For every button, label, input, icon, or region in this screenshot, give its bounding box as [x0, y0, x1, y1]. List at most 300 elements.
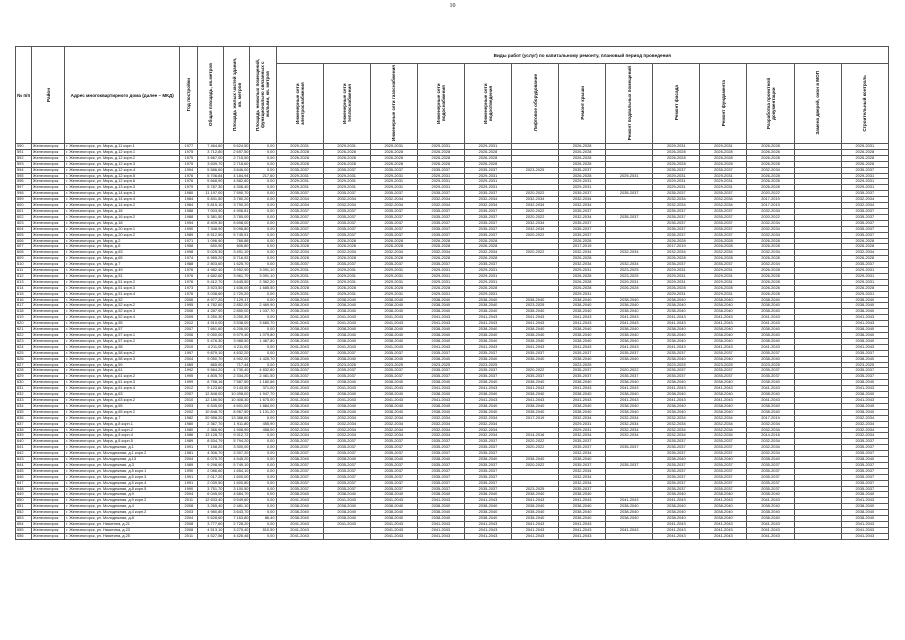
cell-nonliving-area: 0,00: [250, 468, 276, 474]
cell-work-period: 2020-2022: [511, 250, 558, 256]
cell-work-period: 2041-2043: [464, 498, 511, 504]
cell-living-area: 1 908,90: [224, 427, 250, 433]
cell-address: г. Железногорск, ул. Мира, д.52 корп.2: [65, 303, 180, 309]
cell-district: Железногорск: [32, 474, 65, 480]
cell-work-period: 2029-2031: [653, 268, 700, 274]
cell-work-period: 2038-2040: [370, 327, 417, 333]
cell-work-period: 2029-2031: [323, 144, 370, 150]
cell-year: 2006: [180, 333, 198, 339]
cell-total-area: 4 910,00: [198, 321, 224, 327]
cell-work-period: 2038-2040: [323, 409, 370, 415]
cell-address: г. Железногорск, ул. Мира, д.63 корп.2: [65, 397, 180, 403]
cell-work-period: 2041-2043: [747, 344, 794, 350]
cell-total-area: 8 977,20: [198, 297, 224, 303]
cell-work-period: 2020-2022: [747, 214, 794, 220]
cell-work-period: 2029-2031: [323, 173, 370, 179]
cell-work-period: 2035-2037: [841, 486, 888, 492]
cell-living-area: 2 718,60: [224, 161, 250, 167]
cell-work-period: 2032-2034: [747, 167, 794, 173]
cell-work-period: 2029-2031: [841, 291, 888, 297]
cell-work-period: 2041-2043: [841, 386, 888, 392]
cell-district: Железногорск: [32, 368, 65, 374]
cell-work-period: 2029-2031: [464, 268, 511, 274]
cell-work-period: 2038-2040: [323, 380, 370, 386]
cell-work-period: 2026-2028: [747, 273, 794, 279]
cell-work-period: 2035-2037: [653, 208, 700, 214]
cell-total-area: 2 367,70: [198, 421, 224, 427]
cell-num: 629: [16, 374, 32, 380]
cell-work-period: 2035-2037: [841, 462, 888, 468]
cell-address: г. Железногорск, ул. Мира, д.14 корп.3: [65, 191, 180, 197]
cell-work-period: 2038-2040: [653, 338, 700, 344]
cell-work-period: 2026-2028: [559, 285, 606, 291]
cell-work-period: 2041-2043: [511, 321, 558, 327]
cell-work-period: 2032-2034: [417, 415, 464, 421]
cell-work-period: 2041-2043: [559, 522, 606, 528]
cell-nonliving-area: 510,50: [250, 527, 276, 533]
cell-nonliving-area: 0,00: [250, 344, 276, 350]
cell-work-period: 2026-2028: [323, 161, 370, 167]
cell-work-period: 2026-2028: [464, 256, 511, 262]
cell-work-period: 2035-2037: [276, 486, 323, 492]
cell-total-area: 4 982,40: [198, 268, 224, 274]
cell-district: Железногорск: [32, 522, 65, 528]
cell-work-period: 2026-2028: [417, 256, 464, 262]
cell-work-period: 2026-2028: [370, 285, 417, 291]
cell-work-period: 2023-2025: [511, 486, 558, 492]
cell-work-period: 2032-2034: [464, 421, 511, 427]
cell-work-period: 2038-2040: [276, 409, 323, 415]
cell-work-period: 2035-2037: [417, 468, 464, 474]
cell-work-period: 2029-2031: [417, 179, 464, 185]
cell-work-period: 2026-2028: [747, 144, 794, 150]
cell-work-period: 2038-2040: [417, 510, 464, 516]
cell-work-period: 2038-2040: [511, 403, 558, 409]
cell-year: 1995: [180, 374, 198, 380]
cell-work-period: 2032-2034: [606, 421, 653, 427]
cell-district: Железногорск: [32, 220, 65, 226]
cell-num: 624: [16, 344, 32, 350]
cell-district: Железногорск: [32, 256, 65, 262]
cell-work-period: 2035-2037: [370, 445, 417, 451]
cell-work-period: 2035-2037: [559, 462, 606, 468]
cell-total-area: 3 265,40: [198, 504, 224, 510]
cell-district: Железногорск: [32, 179, 65, 185]
cell-num: 616: [16, 297, 32, 303]
cell-num: 630: [16, 380, 32, 386]
cell-work-period: 2026-2028: [700, 256, 747, 262]
cell-total-area: 20 958,20: [198, 415, 224, 421]
cell-total-area: 5 815,10: [198, 203, 224, 209]
cell-work-period: 2038-2040: [559, 338, 606, 344]
cell-year: 1995: [180, 303, 198, 309]
cell-total-area: 4 682,60: [198, 273, 224, 279]
cell-district: Железногорск: [32, 268, 65, 274]
cell-work-period: 2041-2043: [370, 386, 417, 392]
cell-address: г. Железногорск, ул. Мира, д.51 корп.3: [65, 285, 180, 291]
cell-work-period: 2032-2034: [700, 203, 747, 209]
cell-address: г. Железногорск, ул. Мира, д.12 корп.6: [65, 179, 180, 185]
cell-work-period: 2029-2031: [700, 144, 747, 150]
cell-district: Железногорск: [32, 462, 65, 468]
cell-work-period: 2035-2037: [464, 208, 511, 214]
cell-work-period: 2032-2034: [323, 250, 370, 256]
cell-work-period: 2035-2037: [653, 462, 700, 468]
cell-work-period: 2029-2031: [653, 273, 700, 279]
cell-district: Железногорск: [32, 197, 65, 203]
cell-num: 612: [16, 273, 32, 279]
cell-year: 1984: [180, 197, 198, 203]
cell-work-period: 2035-2037: [700, 208, 747, 214]
cell-work-period: 2026-2028: [417, 149, 464, 155]
cell-num: 618: [16, 309, 32, 315]
cell-num: 654: [16, 522, 32, 528]
cell-address: г. Железногорск, ул. Мира, д.61 корп.3: [65, 380, 180, 386]
cell-num: 609: [16, 256, 32, 262]
cell-work-period: 2041-2043: [747, 386, 794, 392]
cell-work-period: 2032-2034: [559, 474, 606, 480]
cell-work-period: 2029-2031: [606, 173, 653, 179]
cell-work-period: 2038-2040: [841, 516, 888, 522]
cell-work-period: 2035-2037: [370, 374, 417, 380]
cell-work-period: 2026-2028: [653, 256, 700, 262]
cell-nonliving-area: 3 091,10: [250, 273, 276, 279]
cell-work-period: 2035-2037: [841, 262, 888, 268]
cell-work-period: 2026-2028: [700, 155, 747, 161]
cell-work-period: 2038-2040: [370, 457, 417, 463]
cell-work-period: 2020-2022: [511, 191, 558, 197]
header-work-6: [559, 64, 606, 144]
cell-work-period: 2038-2040: [653, 392, 700, 398]
cell-work-period: 2038-2040: [559, 303, 606, 309]
header-num: № п/п: [16, 47, 32, 144]
cell-work-period: 2023-2025: [417, 362, 464, 368]
cell-living-area: 3 643,70: [224, 510, 250, 516]
cell-district: Железногорск: [32, 374, 65, 380]
cell-work-period: 2029-2031: [700, 279, 747, 285]
cell-district: Железногорск: [32, 167, 65, 173]
cell-work-period: 2026-2028: [747, 179, 794, 185]
cell-work-period: 2038-2040: [464, 510, 511, 516]
cell-district: Железногорск: [32, 415, 65, 421]
cell-work-period: 2035-2037: [747, 468, 794, 474]
cell-work-period: 2038-2040: [747, 356, 794, 362]
cell-work-period: 2035-2037: [700, 374, 747, 380]
cell-nonliving-area: 0,00: [250, 262, 276, 268]
cell-work-period: 2038-2040: [370, 392, 417, 398]
cell-work-period: 2038-2040: [417, 327, 464, 333]
cell-work-period: 2035-2037: [464, 368, 511, 374]
cell-work-period: 2035-2037: [653, 368, 700, 374]
cell-work-period: 2029-2031: [417, 273, 464, 279]
cell-work-period: 2038-2040: [747, 403, 794, 409]
cell-address: г. Железногорск, ул. Мира, д.58: [65, 344, 180, 350]
cell-work-period: 2032-2034: [747, 439, 794, 445]
cell-work-period: 2038-2040: [511, 392, 558, 398]
cell-work-period: 2032-2034: [559, 451, 606, 457]
cell-work-period: 2035-2037: [417, 232, 464, 238]
cell-work-period: 2041-2043: [276, 527, 323, 533]
cell-work-period: 2026-2028: [841, 256, 888, 262]
cell-living-area: 3 790,20: [224, 203, 250, 209]
cell-nonliving-area: 1 675,00: [250, 397, 276, 403]
cell-work-period: 2026-2028: [417, 238, 464, 244]
cell-work-period: 2038-2040: [700, 380, 747, 386]
cell-address: г. Железногорск, ул. Мира, д.58 корп.2: [65, 350, 180, 356]
cell-num: 621: [16, 327, 32, 333]
cell-work-period: 2035-2037: [370, 451, 417, 457]
cell-work-period: 2035-2037: [841, 468, 888, 474]
cell-work-period: 2035-2037: [417, 262, 464, 268]
cell-work-period: 2032-2034: [700, 250, 747, 256]
cell-district: Железногорск: [32, 155, 65, 161]
cell-work-period: 2041-2043: [511, 397, 558, 403]
cell-year: 1969: [180, 362, 198, 368]
cell-work-period: 2029-2031: [653, 279, 700, 285]
cell-work-period: 2038-2040: [464, 327, 511, 333]
cell-nonliving-area: 0,00: [250, 350, 276, 356]
cell-address: г. Железногорск, ул. Мира, д.65: [65, 256, 180, 262]
cell-work-period: 2035-2037: [370, 368, 417, 374]
cell-work-period: 2035-2037: [653, 374, 700, 380]
cell-living-area: 2 334,20: [224, 374, 250, 380]
cell-work-period: 2035-2037: [653, 486, 700, 492]
cell-nonliving-area: 0,00: [250, 291, 276, 297]
cell-district: Железногорск: [32, 356, 65, 362]
cell-address: г. Железногорск, ул. Мира, д.14 корп.4: [65, 197, 180, 203]
cell-district: Железногорск: [32, 480, 65, 486]
cell-work-period: 2041-2043: [370, 321, 417, 327]
cell-work-period: 2038-2040: [700, 403, 747, 409]
cell-work-period: 2038-2040: [511, 510, 558, 516]
cell-work-period: 2026-2028: [276, 155, 323, 161]
cell-work-period: 2029-2031: [323, 291, 370, 297]
cell-address: г. Железногорск, ул. Мира, д.12 корп.2: [65, 155, 180, 161]
cell-work-period: 2035-2037: [276, 220, 323, 226]
cell-work-period: 2041-2043: [653, 533, 700, 539]
cell-district: Железногорск: [32, 527, 65, 533]
cell-work-period: 2038-2040: [559, 356, 606, 362]
cell-work-period: 2032-2034: [370, 427, 417, 433]
cell-district: Железногорск: [32, 321, 65, 327]
cell-district: Железногорск: [32, 338, 65, 344]
cell-work-period: 2035-2037: [323, 191, 370, 197]
cell-work-period: 2041-2043: [700, 315, 747, 321]
cell-work-period: 2038-2040: [323, 516, 370, 522]
cell-num: 590: [16, 144, 32, 150]
cell-living-area: 4 426,46: [224, 533, 250, 539]
cell-address: г. Железногорск, ул. Молодежная, д.9 корп.2: [65, 498, 180, 504]
cell-total-area: 4 306,70: [198, 451, 224, 457]
cell-work-period: 2032-2034: [653, 427, 700, 433]
cell-work-period: 2035-2037: [700, 439, 747, 445]
cell-work-period: 2041-2043: [841, 522, 888, 528]
cell-work-period: 2026-2028: [559, 273, 606, 279]
cell-work-period: 2041-2043: [700, 533, 747, 539]
cell-work-period: 2029-2031: [370, 291, 417, 297]
cell-year: 1988: [180, 208, 198, 214]
cell-work-period: 2029-2031: [323, 179, 370, 185]
cell-work-period: 2032-2034: [417, 433, 464, 439]
cell-num: 602: [16, 214, 32, 220]
cell-work-period: 2035-2037: [464, 214, 511, 220]
cell-work-period: 2035-2037: [841, 368, 888, 374]
cell-work-period: 2023-2025: [276, 362, 323, 368]
cell-work-period: 2032-2034: [464, 433, 511, 439]
cell-work-period: 2035-2037: [276, 191, 323, 197]
cell-work-period: 2029-2031: [653, 291, 700, 297]
cell-work-period: 2035-2037: [747, 486, 794, 492]
cell-work-period: 2038-2040: [606, 380, 653, 386]
cell-work-period: 2032-2034: [747, 208, 794, 214]
cell-address: г. Железногорск, ул. Молодежная, д.3: [65, 462, 180, 468]
cell-work-period: 2035-2037: [559, 374, 606, 380]
header-work-8: [653, 64, 700, 144]
cell-num: 637: [16, 421, 32, 427]
cell-work-period: 2035-2037: [276, 480, 323, 486]
cell-year: 1980: [180, 427, 198, 433]
cell-work-period: 2041-2043: [841, 344, 888, 350]
cell-work-period: 2029-2031: [417, 173, 464, 179]
cell-work-period: 2041-2043: [700, 386, 747, 392]
cell-work-period: 2032-2034: [747, 250, 794, 256]
cell-num: 595: [16, 173, 32, 179]
cell-work-period: 2035-2037: [841, 226, 888, 232]
cell-work-period: 2038-2040: [276, 338, 323, 344]
cell-work-period: 2035-2037: [841, 451, 888, 457]
cell-work-period: 2020-2022: [511, 368, 558, 374]
cell-district: Железногорск: [32, 173, 65, 179]
cell-work-period: 2029-2031: [417, 291, 464, 297]
cell-work-period: [323, 533, 370, 539]
cell-work-period: 2035-2037: [323, 368, 370, 374]
cell-district: Железногорск: [32, 457, 65, 463]
cell-year: 2004: [180, 457, 198, 463]
cell-total-area: 3 038,60: [198, 291, 224, 297]
cell-work-period: 2038-2040: [841, 392, 888, 398]
cell-work-period: 2035-2037: [841, 208, 888, 214]
cell-work-period: 2038-2040: [276, 297, 323, 303]
cell-work-period: 2035-2037: [700, 220, 747, 226]
cell-district: Железногорск: [32, 303, 65, 309]
cell-nonliving-area: 0,00: [250, 474, 276, 480]
cell-address: г. Железногорск, ул. Никитина, д.25: [65, 533, 180, 539]
cell-total-area: 5 025,30: [198, 250, 224, 256]
cell-total-area: 12 633,40: [198, 498, 224, 504]
cell-work-period: 2035-2037: [323, 462, 370, 468]
cell-work-period: 2029-2031: [276, 273, 323, 279]
cell-work-period: 2038-2040: [511, 356, 558, 362]
cell-living-area: 7 163,80: [224, 516, 250, 522]
cell-work-period: 2038-2040: [417, 356, 464, 362]
cell-work-period: 2038-2040: [370, 403, 417, 409]
header-district-label: Район: [45, 87, 51, 102]
cell-work-period: 2035-2037: [653, 262, 700, 268]
cell-living-area: 2 720,20: [224, 291, 250, 297]
cell-address: г. Железногорск, ул. Молодежная, д.1 корп.2: [65, 451, 180, 457]
cell-year: 1990: [180, 226, 198, 232]
cell-living-area: 1 654,10: [224, 468, 250, 474]
cell-work-period: 2035-2037: [700, 468, 747, 474]
cell-work-period: 2038-2040: [700, 297, 747, 303]
cell-work-period: 2038-2040: [606, 333, 653, 339]
cell-work-period: 2032-2034: [653, 250, 700, 256]
cell-num: 650: [16, 498, 32, 504]
cell-work-period: 2035-2037: [700, 167, 747, 173]
cell-total-area: 8 409,30: [198, 220, 224, 226]
cell-num: 642: [16, 451, 32, 457]
cell-work-period: 2035-2037: [700, 232, 747, 238]
cell-total-area: 9 879,10: [198, 350, 224, 356]
cell-work-period: 2038-2040: [276, 457, 323, 463]
cell-total-area: 8 534,79: [198, 439, 224, 445]
cell-address: г. Железногорск, ул. Мира, д.20 корп.2: [65, 232, 180, 238]
cell-work-period: 2038-2040: [653, 327, 700, 333]
cell-work-period: 2032-2034: [606, 262, 653, 268]
cell-total-area: 2 803,60: [198, 262, 224, 268]
cell-work-period: 2041-2043: [464, 315, 511, 321]
cell-work-period: 2038-2040: [606, 327, 653, 333]
cell-work-period: 2038-2040: [511, 297, 558, 303]
header-total-area: [198, 47, 224, 144]
cell-total-area: 3 667,00: [198, 155, 224, 161]
cell-work-period: 2038-2040: [606, 504, 653, 510]
cell-address: г. Железногорск, ул. Мира, д.55: [65, 321, 180, 327]
cell-work-period: 2035-2037: [559, 226, 606, 232]
cell-work-period: 2041-2043: [747, 527, 794, 533]
cell-work-period: 2035-2037: [653, 232, 700, 238]
cell-work-period: 2035-2037: [417, 191, 464, 197]
cell-year: 1991: [180, 445, 198, 451]
cell-work-period: 2041-2043: [370, 527, 417, 533]
cell-work-period: 2032-2034: [606, 427, 653, 433]
cell-work-period: 2035-2037: [323, 226, 370, 232]
cell-work-period: 2020-2022: [511, 232, 558, 238]
cell-num: 606: [16, 238, 32, 244]
cell-work-period: 2038-2040: [370, 516, 417, 522]
cell-work-period: 2041-2043: [323, 321, 370, 327]
cell-living-area: 7 587,50: [224, 380, 250, 386]
cell-work-period: 2041-2043: [841, 527, 888, 533]
cell-work-period: 2032-2034: [417, 427, 464, 433]
cell-work-period: 2038-2040: [276, 333, 323, 339]
cell-work-period: 2032-2034: [417, 421, 464, 427]
cell-work-period: 2038-2040: [323, 392, 370, 398]
cell-work-period: 2041-2043: [653, 386, 700, 392]
cell-work-period: 2035-2037: [700, 226, 747, 232]
cell-total-area: 5 412,70: [198, 279, 224, 285]
cell-work-period: 2035-2037: [370, 208, 417, 214]
cell-total-area: 3 639,70: [198, 161, 224, 167]
cell-work-period: 2023-2025: [511, 167, 558, 173]
cell-address: г. Железногорск, ул. Мира, д.16: [65, 208, 180, 214]
header-living-area: [224, 47, 250, 144]
cell-work-period: 2035-2037: [323, 220, 370, 226]
cell-work-period: 2041-2043: [417, 315, 464, 321]
cell-total-area: 1 096,90: [198, 238, 224, 244]
cell-work-period: 2032-2034: [700, 427, 747, 433]
cell-work-period: 2032-2034: [323, 415, 370, 421]
cell-address: г. Железногорск, ул. Мира, д.63: [65, 392, 180, 398]
cell-work-period: 2035-2037: [464, 480, 511, 486]
cell-work-period: 2035-2037: [747, 474, 794, 480]
cell-work-period: 2035-2037: [841, 167, 888, 173]
cell-total-area: 3 712,80: [198, 149, 224, 155]
cell-work-period: 2026-2028: [747, 256, 794, 262]
cell-work-period: 2035-2037: [464, 474, 511, 480]
cell-work-period: 2038-2040: [747, 309, 794, 315]
cell-work-period: 2041-2043: [700, 498, 747, 504]
